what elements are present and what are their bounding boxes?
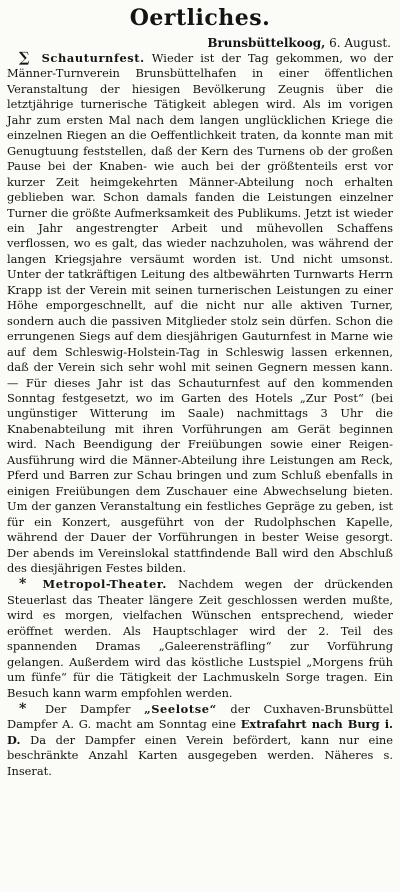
- ship-name: „Seelotse“: [144, 702, 217, 717]
- article-lead: Der Dampfer: [45, 702, 131, 717]
- article-metropol-theater: [7, 577, 393, 701]
- article-body: Wieder ist der Tag gekommen, wo der Männer-Turnverein Brunsbüttelhafen in einer öffentlichen Veranstaltung der hiesigen Bevölkerung Zeugnis über die letztjährige turnerische Tätigkeit ablegen wird. Als im vorigen Jahr zum ersten Mal nach dem langen unglücklichen Kriege die einzelnen Riegen an die Oeffentlichkeit traten, da konnte man mit Genugtuung feststellen, daß der Kern des Turnens ob der großen Pause bei der Knaben- wie auch bei der größtenteils erst vor kurzer Zeit heimgekehrten Männer-Abteilung noch erhalten geblieben war. Schon damals fanden die Leistungen einzelner Turner die größte Aufmerksamkeit des Publikums. Jetzt ist wieder ein Jahr angestrengter Arbeit und mühevollen Schaffens verflossen, wo es galt, das wieder nachzuholen, was während der langen Kriegsjahre versäumt worden ist. Und nicht umsonst. Unter der tatkräftigen Leitung des altbewährten Turnwarts Herrn Krapp ist der Verein mit seinen turnerischen Leistungen zu einer Höhe emporgeschnellt, auf die nicht nur alle aktiven Turner, sondern auch die passiven Mitglieder stolz sein dürfen. Schon die errungenen Siegs auf dem diesjährigen Gauturnfest in Marne wie auf dem Schleswig-Holstein-Tag in Schleswig lassen erkennen, daß der Verein sich sehr wohl mit seinen Gegnern messen kann. — Für dieses Jahr ist das Schauturnfest auf den kommenden Sonntag festgesetzt, wo im Garten des Hotels „Zur Post“ (bei ungünstiger Witterung im Saale) nachmittags 3 Uhr die Knabenabteilung mit ihren Vorführungen am Gerät beginnen wird. Nach Beendigung der Freiübungen sowie einer Reigen-Ausführung wird die Männer-Abteilung ihre Leistungen am Reck, Pferd und Barren zur Schau bringen und zum Schluß ebenfalls in einigen Freiübungen dem Zuschauer eine Abwechselung bieten. Um der ganzen Veranstaltung ein festliches Gepräge zu geben, ist für ein Konzert, ausgeführt von der Rudolphschen Kapelle, während der Dauer der Vorführungen in bester Weise gesorgt. Der abends im Vereinslokal stattfindende Ball wird den Abschluß des diesjährigen Festes bilden.: [7, 51, 394, 575]
- article-schauturnfest: [7, 51, 393, 576]
- article-body: Nachdem wegen der drückenden Steuerlast das Theater längere Zeit geschlossen werden mußte, wird es morgen, vielfachen Wünschen entsprechend, wieder eröffnet werden. Als Hauptschlager wird der 2. Teil des spannenden Dramas „Galeerensträfling“ zur Vorführung gelangen. Außerdem wird das köstliche Lustspiel „Morgens früh um fünfe“ für die Tätigkeit der Lachmuskeln Sorge tragen. Ein Besuch kann warm empfohlen werden.: [7, 577, 393, 700]
- article-marker: ∑: [19, 50, 30, 66]
- article-marker: *: [19, 576, 27, 593]
- article-mid: der Cuxhaven-Brunsbüttel Dampfer A. G. macht am Sonntag eine: [7, 702, 394, 732]
- article-title: Schauturnfest.: [41, 51, 145, 65]
- dateline-date: 6. August.: [329, 36, 391, 50]
- article-marker: *: [19, 701, 27, 718]
- article-dampfer: [7, 702, 393, 779]
- dateline: [7, 35, 391, 51]
- section-heading: Oertliches.: [129, 5, 271, 31]
- trip-highlight: Extrafahrt nach Burg i. D.: [7, 717, 393, 747]
- article-tail: Da der Dampfer einen Verein befördert, kann nur eine beschränkte Anzahl Karten ausgegeben werden. Näheres s. Inserat.: [7, 732, 393, 778]
- dateline-place: Brunsbüttelkoog,: [207, 36, 326, 50]
- article-title: Metropol-Theater.: [42, 577, 167, 592]
